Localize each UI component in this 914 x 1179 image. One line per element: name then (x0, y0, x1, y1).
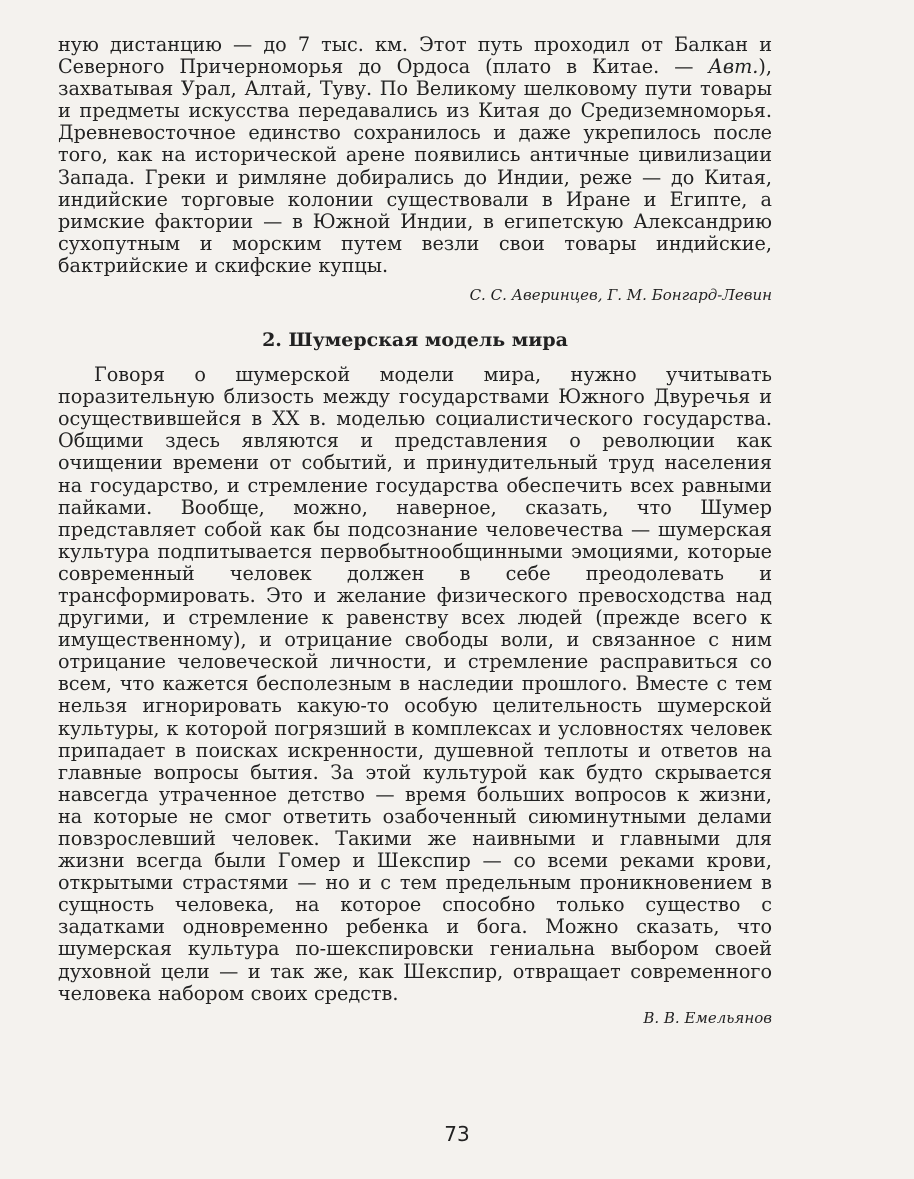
paragraph-sumerian-model: Говоря о шумерской модели мира, нужно учитывать поразительную близость между государствами Южного Двуречья и осуществившейся в XX в. моделью социалистического государства. Общими здесь являются и представления о революции как очищении времени от событий, и принудительный труд населения на государство, и стремление государства обеспечить всех равными пайками. Вообще, можно, наверное, сказать, что Шумер представляет собой как бы подсознание человечества — шумерская культура подпитывается первобытнообщинными эмоциями, которые современный человек должен в себе преодолевать и трансформировать. Это и желание физического превосходства над другими, и стремление к равенству всех людей (прежде всего к имущественному), и отрицание свободы воли, и связанное с ним отрицание человеческой личности, и стремление расправиться со всем, что кажется бесполезным в наследии прошлого. Вместе с тем нельзя игнорировать какую-то особую целительность шумерской культуры, к которой погрязший в комплексах и условностях человек припадает в поисках искренности, душевной теплоты и ответов на главные вопросы бытия. За этой культурой как будто скрывается навсегда утраченное детство — время больших вопросов к жизни, на которые не смог ответить озабоченный сиюминутными делами повзрослевший человек. Такими же наивными и главными для жизни всегда были Гомер и Шекспир — со всеми реками крови, открытыми страстями — но и с тем предельным проникновением в сущность человека, на которое способно только существо с задатками одновременно ребенка и бога. Можно сказать, что шумерская культура по-шекспировски гениальна выбором своей духовной цели — и так же, как Шекспир, отвращает современного человека набором своих средств. (58, 363, 772, 1005)
section-heading: 2. Шумерская модель мира (262, 329, 568, 352)
paragraph-text-part: ), захватывая Урал, Алтай, Туву. По Великому шелковому пути товары и предметы искусства передавались из Китая до Средиземноморья. Древневосточное единство сохранилось и даже укрепилось после того, как на исторической арене появились античные цивилизации Запада. Греки и римляне добирались до Индии, реже — до Китая, индийские торговые колонии существовали в Иране и Египте, а римские фактории — в Южной Индии, в египетскую Александрию сухопутным и морским путем везли свои товары индийские, бактрийские и скифские купцы. (58, 55, 772, 277)
author-signature-1: С. С. Аверинцев, Г. М. Бонгард-Левин (469, 286, 772, 305)
author-signature-2: В. В. Емельянов (643, 1008, 772, 1027)
page-number: 73 (444, 1122, 470, 1146)
abbreviation-avt: Авт. (708, 55, 759, 79)
page-body (58, 34, 772, 1027)
paragraph-text-part: ную дистанцию — до 7 тыс. км. Этот путь проходил от Балкан и Северного Причерноморья до Ордоса (плато в Китае. — (58, 33, 772, 79)
paragraph-silk-road (58, 34, 772, 277)
